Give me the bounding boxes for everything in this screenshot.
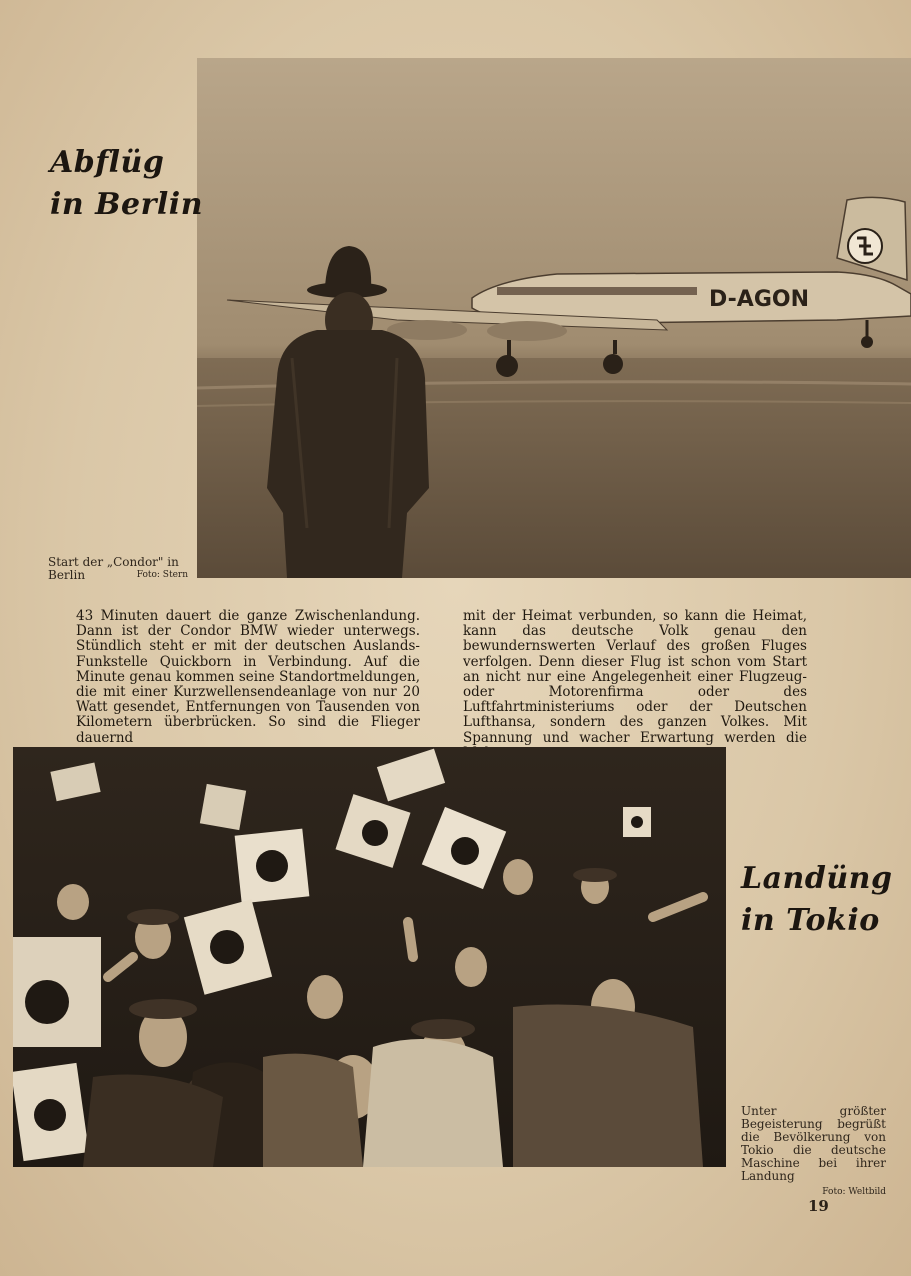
berlin-headline bbox=[50, 142, 203, 226]
plane-registration: D-AGON bbox=[709, 287, 809, 312]
article-column-2 bbox=[463, 609, 807, 761]
berlin-photo-credit: Foto: Stern bbox=[136, 570, 188, 580]
tokio-headline-line1: Landüng bbox=[741, 861, 893, 896]
berlin-headline-line1: Abflüg bbox=[50, 145, 165, 180]
berlin-caption-line1: Start der „Condor" in bbox=[48, 555, 179, 569]
article-column-1-text: 43 Minuten dauert die ganze Zwischenlandung. Dann ist der Condor BMW wieder unterwegs. Stündlich steht er mit der deutschen Auslands-Funkstelle Quickborn in Verbindung. Auf die Minute genau kommen seine Standortmeldungen, die mit einer Kurzwellensendeanlage von nur 20 Watt gesendet, Entfernungen von Tausenden von Kilometern überbrücken. So sind die Flieger dauernd bbox=[76, 608, 420, 746]
tokio-crowd-photo bbox=[13, 747, 726, 1167]
berlin-headline-line2: in Berlin bbox=[50, 187, 204, 222]
article-column-1 bbox=[76, 609, 420, 746]
berlin-departure-photo bbox=[197, 58, 911, 578]
tokio-headline bbox=[741, 858, 892, 942]
article-column-2-text: mit der Heimat verbunden, so kann die Heimat, kann das deutsche Volk genau den bewundernswerten Verlauf des großen Fluges verfolgen. Denn dieser Flug ist schon vom Start an nicht nur eine Angelegenheit einer Flugzeug- oder Motorenfirma oder des Luftfahrtministeriums oder der Deutschen Lufthansa, sondern des ganzen Volkes. Mit Spannung und wacher Erwartung werden die bbox=[463, 608, 807, 746]
tokio-caption-text: Unter größter Begeisterung begrüßt die Bevölkerung von Tokio die deutsche Maschine bei ihrer Landung bbox=[741, 1104, 886, 1183]
tokio-caption bbox=[741, 1105, 886, 1199]
tokio-photo-illustration bbox=[13, 747, 726, 1167]
tokio-headline-line2: in Tokio bbox=[741, 903, 880, 938]
page-number: 19 bbox=[808, 1197, 829, 1215]
berlin-photo-illustration bbox=[197, 58, 911, 578]
tokio-photo-credit: Foto: Weltbild bbox=[822, 1187, 886, 1197]
berlin-caption-line2: Berlin bbox=[48, 568, 86, 582]
berlin-caption bbox=[48, 556, 188, 582]
